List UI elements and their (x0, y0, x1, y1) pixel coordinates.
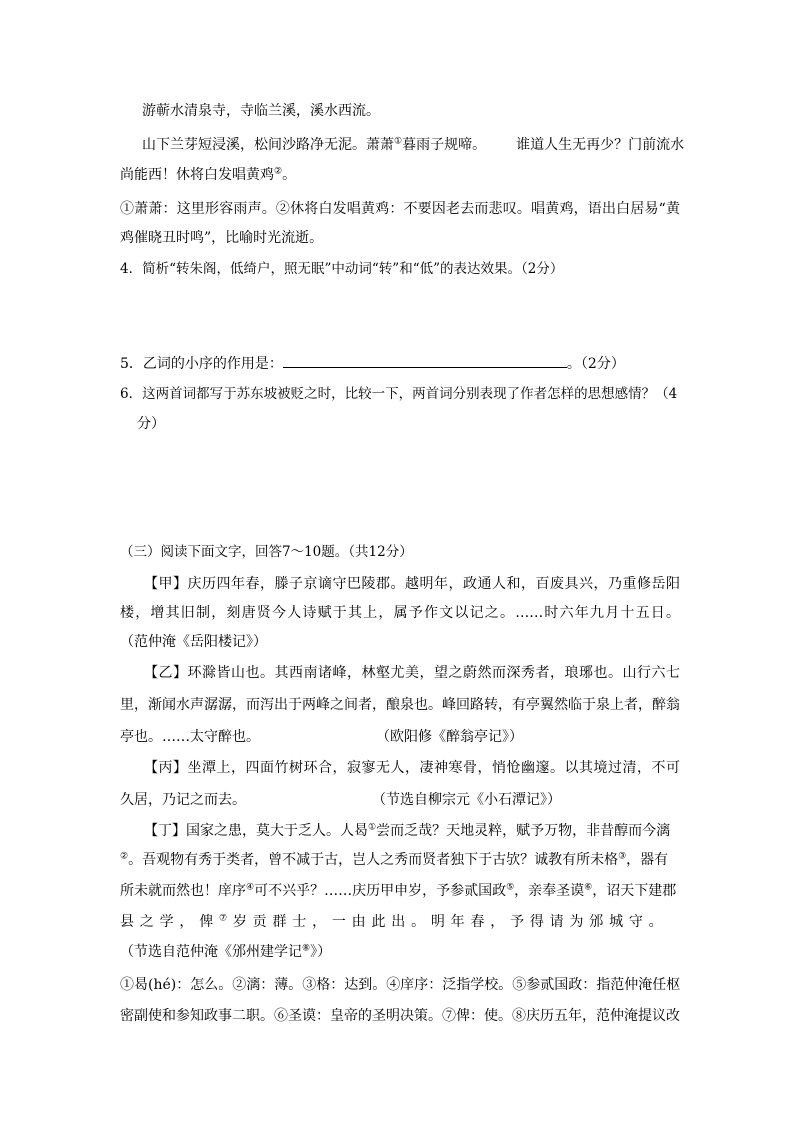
poem-line-1 (142, 135, 702, 155)
passage-ding-line-4 (120, 912, 680, 932)
passage-text: 所未就而然也！庠序 (120, 883, 246, 899)
footnote-marker: ④ (246, 882, 255, 893)
passage-yi-line-1: 【乙】环滁皆山也。其西南诸峰，林壑尤美，望之蔚然而深秀者，琅琊也。山行六七 (144, 665, 680, 681)
footnote-marker: ③ (618, 851, 627, 862)
passage-note-line-1: ①曷(hé)：怎么。②漓：薄。③格：达到。④庠序：泛指学校。⑤参贰国政：指范仲淹任枢 (120, 977, 681, 993)
footnote-marker: ② (274, 166, 283, 177)
footnote-marker: ⑤ (506, 882, 515, 893)
passage-text: ，器有 (626, 852, 669, 868)
poem-text: 尚能西！休将白发唱黄鸡 (120, 167, 274, 183)
poem-text: 暮雨子规啼。 (402, 137, 487, 153)
poem-preface: 游蕲水清泉寺，寺临兰溪，溪水西流。 (142, 103, 380, 119)
passage-text: 【丁】国家之患，莫大于乏人。人曷 (144, 823, 368, 839)
footnote-marker: ⑥ (584, 882, 593, 893)
passage-jia-line-2: 楼，增其旧制，刻唐贤今人诗赋于其上，属予作文以记之。……时六年九月十五日。 (120, 605, 680, 621)
passage-source: （节选自范仲淹《邠州建学记 (120, 944, 302, 960)
passage-bing-line-2 (120, 790, 680, 810)
passage-text: 县之学，俾 (120, 914, 219, 930)
passage-note-line-2: 密副使和参知政事二职。⑥圣谟：皇帝的圣明决策。⑦俾：使。⑧庆历五年，范仲淹提议改 (120, 1008, 680, 1024)
poem-text: 谁道人生无再少？门前流水 (516, 137, 685, 153)
passage-ding-source (120, 942, 680, 962)
passage-text: 可不兴乎？……庆历甲申岁，予参贰国政 (254, 883, 507, 899)
passage-yi-line-2: 里，渐闻水声潺潺，而泻出于两峰之间者，酿泉也。峰回路转，有亭翼然临于泉上者，醉翁 (120, 697, 680, 713)
question-6: 6．这两首词都写于苏东坡被贬之时，比较一下，两首词分别表现了作者怎样的思想感情？（4 (120, 386, 678, 402)
question-6-cont: 分） (137, 416, 165, 432)
passage-jia-line-1: 【甲】庆历四年春，滕子京谪守巴陵郡。越明年，政通人和，百废具兴，乃重修岳阳 (144, 576, 680, 592)
passage-bing-line-1: 【丙】坐潭上，四面竹树环合，寂寥无人，凄神寒骨，悄怆幽邃。以其境过清，不可 (144, 760, 680, 776)
question-5-prompt: 5．乙词的小序的作用是： (120, 356, 283, 372)
passage-text: ，亲奉圣谟 (514, 883, 585, 899)
footnote-marker: ① (368, 822, 377, 833)
question-5 (120, 352, 680, 374)
passage-yi-line-3 (120, 727, 680, 747)
passage-jia-source: （范仲淹《岳阳楼记》） (120, 634, 267, 650)
poem-text: 。 (282, 167, 297, 183)
poem-note-line-2: 鸡催晓丑时鸣”，比喻时光流逝。 (120, 230, 324, 246)
passage-text: 尝而乏哉？天地灵粹，赋予万物，非昔醇而今漓 (376, 823, 671, 839)
passage-text: 。吾观物有秀于类者，曾不减于古，岂人之秀而贤者独下于古欤？诚教有所未格 (128, 852, 619, 868)
footnote-marker: ⑦ (219, 913, 233, 924)
question-5-points: 。（2分） (566, 356, 625, 372)
section-heading: （三）阅读下面文字，回答7～10题。（共12分） (120, 544, 413, 560)
passage-text: ，诏天下建郡 (592, 883, 677, 899)
passage-source: （节选自柳宗元《小石潭记》） (372, 792, 561, 808)
question-4: 4．简析“转朱阁，低绮户，照无眠”中动词“转”和“低”的表达效果。（2分） (120, 261, 564, 277)
passage-text: 亭也。……太守醉也。 (120, 729, 260, 745)
poem-note-line-1: ①萧萧：这里形容雨声。②休将白发唱黄鸡：不要因老去而悲叹。唱黄鸡，语出白居易“黄 (120, 201, 680, 217)
passage-ding-line-1 (144, 821, 680, 841)
passage-text: 久居，乃记之而去。 (120, 792, 246, 808)
answer-blank (283, 352, 567, 368)
footnote-marker: ① (394, 136, 403, 147)
passage-source: 》） (310, 944, 332, 960)
poem-text: 山下兰芽短浸溪，松间沙路净无泥。萧萧 (142, 137, 394, 153)
footnote-marker: ② (120, 851, 129, 862)
footnote-marker: ⑧ (302, 943, 311, 954)
passage-ding-line-2 (120, 850, 680, 870)
passage-ding-line-3 (120, 881, 680, 901)
passage-text: 岁贡群士，一由此出。明年春，予得请为邠城守。 (232, 914, 669, 930)
passage-source: （欧阳修《醉翁亭记》） (376, 729, 523, 745)
poem-line-2 (120, 165, 680, 185)
